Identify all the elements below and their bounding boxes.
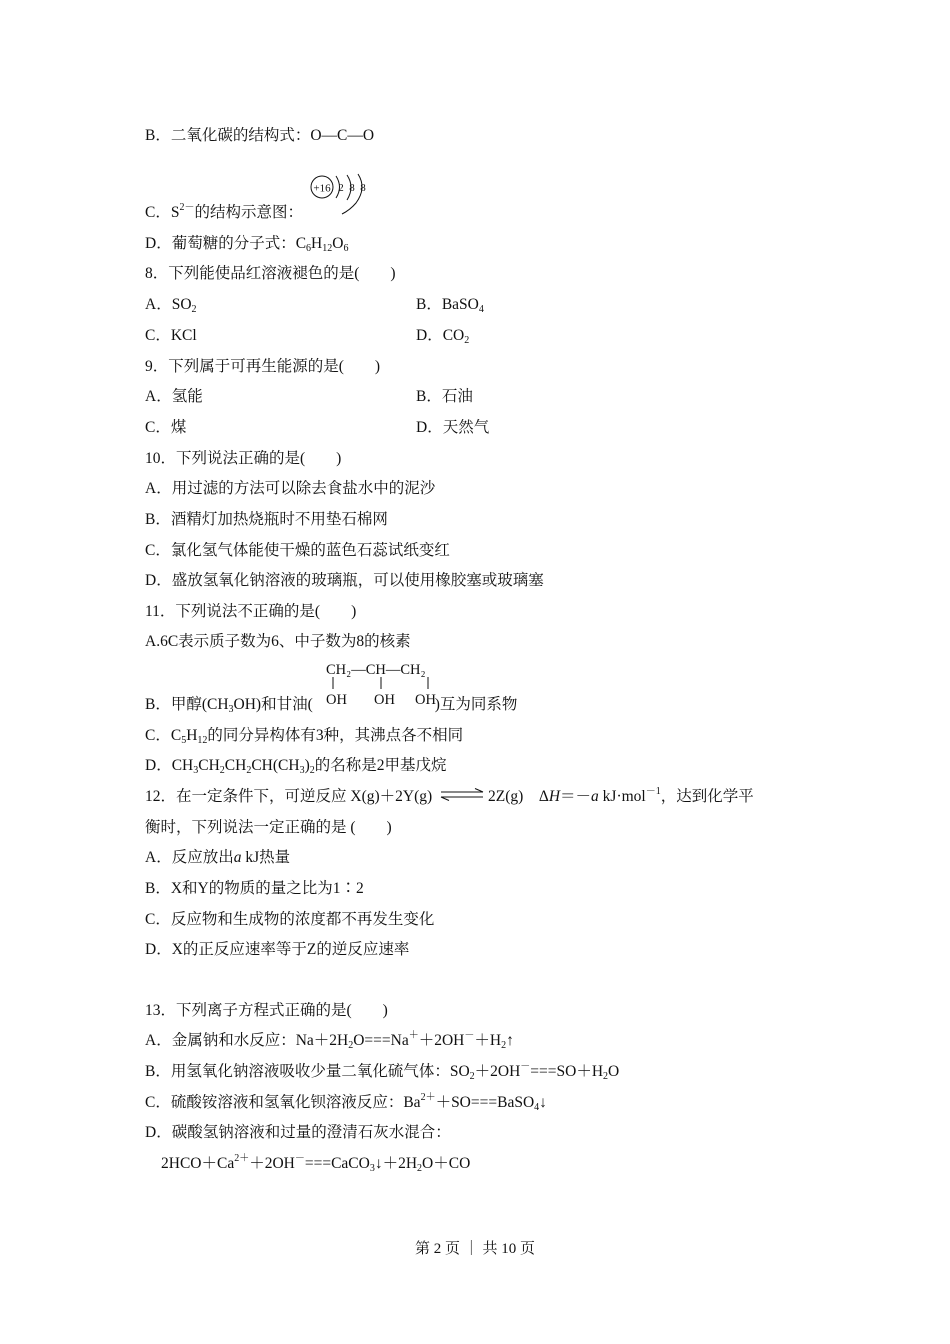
- q10-option-d: D．盛放氢氧化钠溶液的玻璃瓶，可以使用橡胶塞或玻璃塞: [145, 572, 544, 589]
- glycerol-oh-1: OH: [326, 692, 347, 708]
- q11-option-a: A.6C表示质子数为6、中子数为8的核素: [145, 633, 411, 650]
- q12-option-c: C．反应物和生成物的浓度都不再发生变化: [145, 911, 435, 928]
- q10-option-c: C．氯化氢气体能使干燥的蓝色石蕊试纸变红: [145, 542, 450, 559]
- q7-option-c: C．$S^{2-}$的结构示意图：: [145, 202, 303, 221]
- q12-option-d: D．X的正反应速率等于Z的逆反应速率: [145, 941, 410, 958]
- equilibrium-arrow-icon: [437, 788, 487, 802]
- q9-option-c: C．煤: [145, 419, 187, 436]
- q8-option-b: B．BaSO$_4$: [416, 296, 484, 315]
- q9-stem: 9．下列属于可再生能源的是( ): [145, 358, 381, 375]
- shell-3-electrons: 8: [360, 182, 366, 194]
- q9-option-d: D．天然气: [416, 419, 490, 436]
- q13-option-a: A．金属钠和水反应：$Na+2H_2O===Na^++2OH^-+H_2↑$: [145, 1030, 514, 1051]
- q11-stem: 11．下列说法不正确的是( ): [145, 603, 357, 620]
- q10-option-b: B．酒精灯加热烧瓶时不用垫石棉网: [145, 511, 388, 528]
- q8-option-c: C．KCl: [145, 327, 197, 344]
- nucleus-charge: +16: [313, 182, 331, 195]
- q13-stem: 13．下列离子方程式正确的是( ): [145, 1002, 388, 1019]
- q9-option-b: B．石油: [416, 388, 473, 405]
- q10-stem: 10．下列说法正确的是( ): [145, 450, 342, 467]
- q12-stem-line1: 12．在一定条件下，可逆反应 X(g)＋2Y(g) 2Z(g) ΔH＝－a kJ·mol$^{-1}$，达到化学平: [145, 786, 754, 805]
- glycerol-chain: CH₂—CH—CH₂: [326, 662, 426, 678]
- q11-option-d: D．$CH_3CH_2CH_2CH(CH_3)_2$的名称是2甲基戊烷: [145, 757, 447, 776]
- shell-1-electrons: 2: [338, 182, 344, 194]
- q12-option-b: B．X和Y的物质的量之比为1∶2: [145, 880, 364, 897]
- q7-option-d: D．葡萄糖的分子式：$C_6H_{12}O_6$: [145, 235, 349, 254]
- q10-option-a: A．用过滤的方法可以除去食盐水中的泥沙: [145, 480, 436, 497]
- glycerol-oh-3: OH: [415, 692, 436, 708]
- q12-option-a: A．反应放出a kJ热量: [145, 849, 291, 866]
- q8-option-a: A．$SO_2$: [145, 296, 197, 315]
- sulfide-ion-structure-diagram: [306, 170, 376, 218]
- q13-option-b: B．用氢氧化钠溶液吸收少量二氧化硫气体：$SO_2+2OH^-===SO+H_2O$: [145, 1061, 620, 1082]
- q8-stem: 8．下列能使品红溶液褪色的是( ): [145, 265, 396, 282]
- q7-option-b: B．二氧化碳的结构式：O—C—O: [145, 127, 375, 144]
- q12-stem-line2: 衡时，下列说法一定正确的是 ( ): [145, 819, 392, 836]
- q9-option-a: A．氢能: [145, 388, 203, 405]
- glycerol-oh-2: OH: [374, 692, 395, 708]
- q11-option-b: B．甲醇$(CH_3OH)$和甘油( )互为同系物: [145, 696, 518, 715]
- q8-option-d: D．$CO_2$: [416, 327, 470, 346]
- shell-2-electrons: 8: [349, 182, 355, 194]
- q13-option-c: C．硫酸铵溶液和氢氧化钡溶液反应：$Ba^{2+}+SO===BaSO_4↓$: [145, 1092, 547, 1113]
- q11-option-c: C．$C_5H_{12}$的同分异构体有3种，其沸点各不相同: [145, 727, 464, 746]
- page-footer: 第 2 页 ｜ 共 10 页: [414, 1241, 535, 1257]
- q13-option-d: D．碳酸氢钠溶液和过量的澄清石灰水混合：: [145, 1124, 451, 1141]
- q13-option-d-equation: $2HCO+Ca^{2+}+2OH^-===CaCO_3↓+2H_2O+CO$: [161, 1153, 471, 1174]
